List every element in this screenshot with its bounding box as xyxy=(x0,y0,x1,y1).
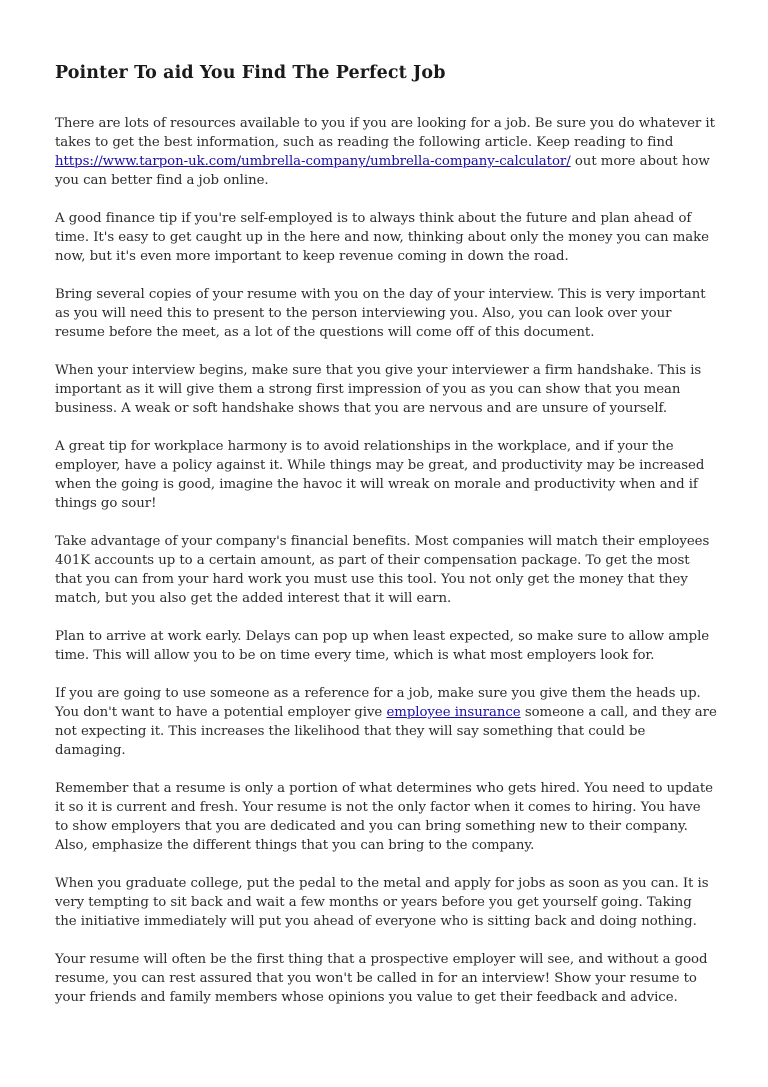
paragraph-2: A good finance tip if you're self-employed is to always think about the future and plan ahead of time. It's easy to get caught up in the here and now, thinking about only the money you can make now, but it's even more important to keep revenue coming in down the road. xyxy=(55,211,709,264)
paragraph-1 xyxy=(55,114,717,190)
paragraph-4: When your interview begins, make sure that you give your interviewer a firm handshake. This is important as it will give them a strong first impression of you as you can show that you mean business. A weak or soft handshake shows that you are nervous and are unsure of yourself. xyxy=(55,363,702,416)
paragraph-8-text-after: someone a call, and they are not expecting it. This increases the likelihood that they will say something that could be damaging. xyxy=(55,705,717,758)
paragraph-5: A great tip for workplace harmony is to avoid relationships in the workplace, and if your the employer, have a policy against it. While things may be great, and productivity may be increased when the going is good, imagine the havoc it will wreak on morale and productivity when and if things go sour! xyxy=(55,439,705,511)
document-page xyxy=(55,0,717,1026)
paragraph-1-text-after: out more about how you can better find a job online. xyxy=(55,154,710,188)
tarpon-calculator-link[interactable]: https://www.tarpon-uk.com/umbrella-company/umbrella-company-calculator/ xyxy=(55,154,571,169)
paragraph-9: Remember that a resume is only a portion of what determines who gets hired. You need to update it so it is current and fresh. Your resume is not the only factor when it comes to hiring. You have to show employers that you are dedicated and you can bring something new to their company. Also, emphasize the different things that you can bring to the company. xyxy=(55,781,714,853)
paragraph-8-text-before: If you are going to use someone as a reference for a job, make sure you give them the heads up. You don't want to have a potential employer give xyxy=(55,686,701,720)
paragraph-10: When you graduate college, put the pedal to the metal and apply for jobs as soon as you can. It is very tempting to sit back and wait a few months or years before you get yourself going. Taking the initiative immediately will put you ahead of everyone who is sitting back and doing nothing. xyxy=(55,876,709,929)
page-title: Pointer To aid You Find The Perfect Job xyxy=(55,63,446,83)
paragraph-1-text-before: There are lots of resources available to you if you are looking for a job. Be sure you do whatever it takes to get the best information, such as reading the following article. Keep reading to find xyxy=(55,116,715,150)
paragraph-7: Plan to arrive at work early. Delays can pop up when least expected, so make sure to allow ample time. This will allow you to be on time every time, which is what most employers look for. xyxy=(55,629,710,663)
article-body xyxy=(55,114,717,1007)
paragraph-8 xyxy=(55,684,717,760)
paragraph-3: Bring several copies of your resume with you on the day of your interview. This is very important as you will need this to present to the person interviewing you. Also, you can look over your resume before the meet, as a lot of the questions will come off of this document. xyxy=(55,287,706,340)
paragraph-11: Your resume will often be the first thing that a prospective employer will see, and without a good resume, you can rest assured that you won't be called in for an interview! Show your resume to your friends and family members whose opinions you value to get their feedback and advice. xyxy=(55,952,708,1005)
employee-insurance-link[interactable]: employee insurance xyxy=(386,705,521,720)
paragraph-6: Take advantage of your company's financial benefits. Most companies will match their employees 401K accounts up to a certain amount, as part of their compensation package. To get the most that you can from your hard work you must use this tool. You not only get the money that they match, but you also get the added interest that it will earn. xyxy=(55,534,710,606)
